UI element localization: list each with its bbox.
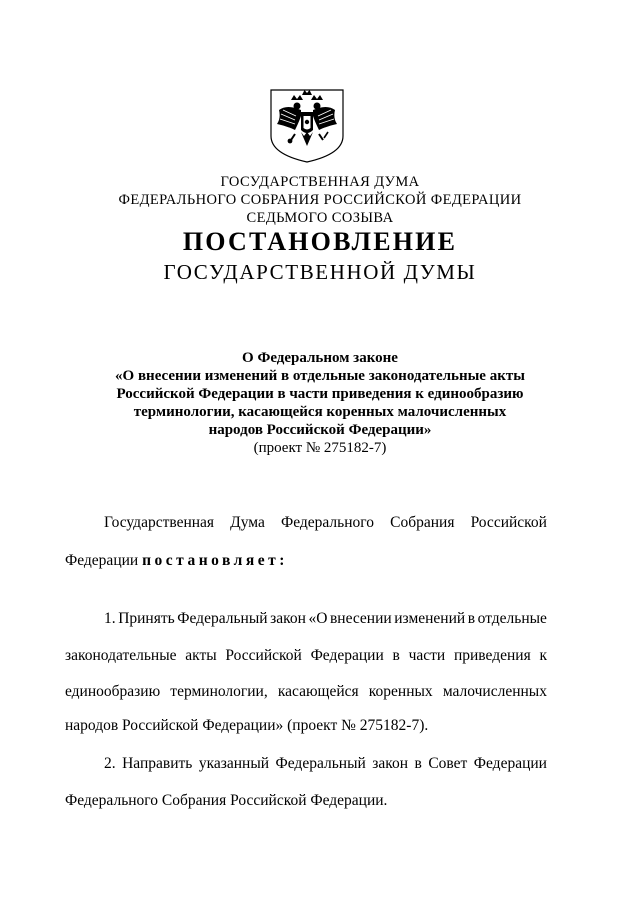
point-word: указанный (198, 755, 270, 772)
point-word: Направить (122, 755, 193, 772)
point-1-line-1 (104, 610, 547, 628)
point-word: «О (308, 610, 328, 627)
preamble-word: Государственная (104, 514, 215, 531)
preamble-line-1 (104, 514, 547, 532)
document-type-title: ПОСТАНОВЛЕНИЕ (182, 227, 458, 256)
preamble-word: Российской (470, 514, 547, 531)
point-word: в (467, 610, 476, 627)
point-word: части (408, 647, 446, 664)
point-word: закон (372, 755, 409, 772)
resolution-title (0, 349, 640, 457)
point-word: к (539, 647, 547, 664)
resolves-word: постановляет: (142, 552, 288, 569)
point-word: закон (270, 610, 306, 627)
point-word: внесении (329, 610, 392, 627)
preamble-word: Собрания (390, 514, 455, 531)
point-2-closing-text: Федерального Собрания Российской Федерации. (65, 792, 388, 809)
point-word: коренных (368, 683, 433, 700)
point-1-line-2 (65, 647, 547, 665)
project-number: (проект № 275182-7) (253, 440, 387, 456)
point-word: Федеральный (177, 610, 268, 627)
point-word: приведения (453, 647, 531, 664)
point-1-line-4 (65, 717, 547, 735)
preamble-word: Дума (230, 514, 265, 531)
point-word: Федеральный (275, 755, 366, 772)
title-line-5: народов Российской Федерации» (208, 422, 432, 438)
point-word: Принять (118, 610, 175, 627)
point-word: акты (185, 647, 217, 664)
point-word: 2. (104, 755, 116, 772)
title-line-3: Российской Федерации в части приведения к единообразию (116, 386, 524, 402)
point-2-line-1 (104, 755, 547, 773)
point-2-line-2 (65, 792, 547, 810)
point-word: Федерации (310, 647, 384, 664)
point-word: Российской (225, 647, 302, 664)
title-line-1: О Федеральном законе (242, 350, 398, 366)
preamble-word: Федерального (280, 514, 375, 531)
org-name-line-1: ГОСУДАРСТВЕННАЯ ДУМА (220, 174, 420, 190)
point-1-closing-text: народов Российской Федерации» (проект № 275182-7). (65, 717, 429, 734)
document-type-subtitle: ГОСУДАРСТВЕННОЙ ДУМЫ (163, 260, 477, 284)
russian-coat-of-arms-icon (265, 86, 349, 164)
point-1-line-3 (65, 683, 547, 701)
point-word: Федерации (473, 755, 547, 772)
point-word: Совет (428, 755, 468, 772)
point-word: отдельные (477, 610, 547, 627)
title-line-2: «О внесении изменений в отдельные законодательные акты (115, 368, 525, 384)
org-name-line-2: ФЕДЕРАЛЬНОГО СОБРАНИЯ РОССИЙСКОЙ ФЕДЕРАЦИИ (118, 192, 522, 208)
point-word: в (414, 755, 422, 772)
convocation-line: СЕДЬМОГО СОЗЫВА (246, 210, 394, 226)
point-word: в (392, 647, 400, 664)
point-word: законодательные (65, 647, 177, 664)
organization-header (0, 173, 640, 227)
point-word: терминологии, (170, 683, 268, 700)
point-word: 1. (104, 610, 116, 627)
preamble-text: Федерации (65, 552, 143, 569)
point-word: изменений (394, 610, 466, 627)
point-word: касающейся (277, 683, 359, 700)
point-word: малочисленных (442, 683, 547, 700)
title-line-4: терминологии, касающейся коренных малочисленных (133, 404, 507, 420)
point-word: единообразию (65, 683, 161, 700)
preamble-line-2 (65, 552, 547, 570)
